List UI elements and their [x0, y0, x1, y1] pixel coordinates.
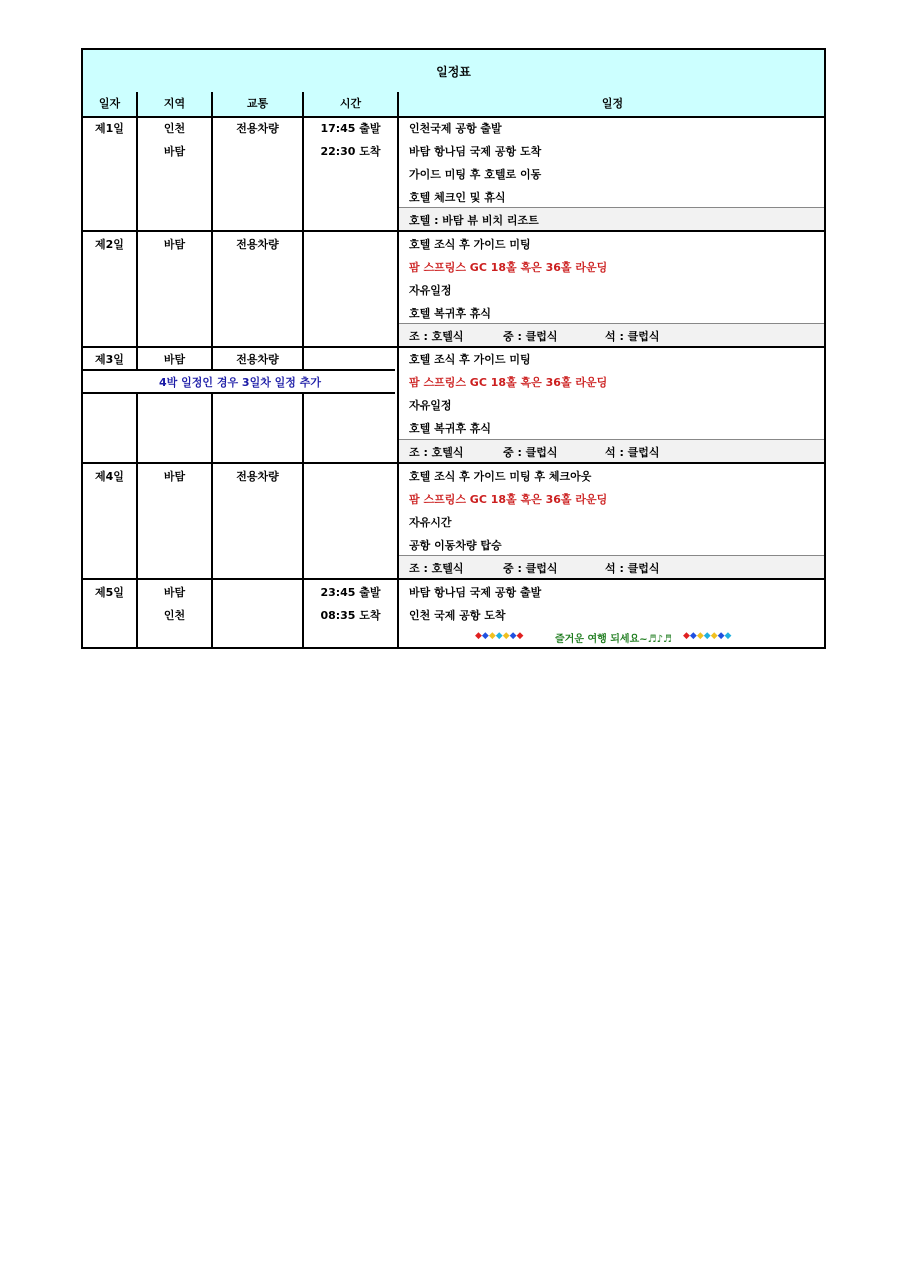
header-row [83, 92, 824, 118]
closing-message: 즐거운 여행 되세요~♬♪♬ [555, 634, 672, 645]
divider [397, 92, 399, 649]
region: 인천 [163, 122, 186, 135]
golf-round-item: 팜 스프링스 GC 18홀 혹은 36홀 라운딩 [409, 493, 608, 506]
note-divider [83, 392, 395, 394]
divider [136, 92, 138, 116]
time: 22:30 도착 [320, 145, 381, 158]
schedule-item: 호텔 복귀후 휴식 [409, 422, 492, 435]
region: 바탐 [163, 353, 186, 366]
header-schedule: 일정 [601, 97, 624, 110]
header-transport: 교통 [246, 97, 269, 110]
divider [211, 393, 213, 649]
schedule-item: 호텔 조식 후 가이드 미팅 [409, 353, 531, 366]
day-divider [83, 462, 824, 464]
region: 바탐 [163, 586, 186, 599]
divider [211, 92, 213, 116]
schedule-item: 호텔 조식 후 가이드 미팅 후 체크아웃 [409, 470, 592, 483]
time: 23:45 출발 [320, 586, 381, 599]
day-label: 제5일 [95, 586, 124, 599]
meal-dinner: 석 : 클럽식 [605, 446, 660, 459]
extension-note: 4박 일정인 경우 3일차 일정 추가 [159, 376, 321, 389]
note-divider [83, 369, 395, 371]
region: 바탐 [163, 238, 186, 251]
schedule-item: 바탐 항나딤 국제 공항 도착 [409, 145, 542, 158]
meal-dinner: 석 : 클럽식 [605, 562, 660, 575]
schedule-item: 인천국제 공항 출발 [409, 122, 502, 135]
schedule-item: 호텔 복귀후 휴식 [409, 307, 492, 320]
divider [302, 92, 304, 116]
transport: 전용차량 [236, 353, 279, 366]
meal-lunch: 중 : 클럽식 [503, 562, 558, 575]
day-label: 제4일 [95, 470, 124, 483]
golf-round-item: 팜 스프링스 GC 18홀 혹은 36홀 라운딩 [409, 261, 608, 274]
header-day: 일자 [98, 97, 121, 110]
hotel-info: 호텔 : 바탐 뷰 비치 리조트 [409, 214, 539, 227]
day-divider [83, 578, 824, 580]
day-divider [83, 346, 824, 348]
meal-breakfast: 조 : 호텔식 [409, 562, 464, 575]
diamond-decoration-icon: ◆◆◆◆◆◆◆ [475, 631, 524, 641]
day-label: 제1일 [95, 122, 124, 135]
meal-lunch: 중 : 클럽식 [503, 446, 558, 459]
schedule-item: 호텔 체크인 및 휴식 [409, 191, 506, 204]
meal-divider [399, 323, 824, 324]
meal-divider [399, 555, 824, 556]
day-divider [83, 230, 824, 232]
region: 인천 [163, 609, 186, 622]
meal-divider [399, 207, 824, 208]
schedule-item: 바탐 항나딤 국제 공항 출발 [409, 586, 542, 599]
schedule-item: 자유일정 [409, 399, 452, 412]
golf-round-item: 팜 스프링스 GC 18홀 혹은 36홀 라운딩 [409, 376, 608, 389]
header-region: 지역 [163, 97, 186, 110]
meal-lunch: 중 : 클럽식 [503, 330, 558, 343]
meal-breakfast: 조 : 호텔식 [409, 446, 464, 459]
transport: 전용차량 [236, 238, 279, 251]
meal-divider [399, 439, 824, 440]
schedule-item: 자유일정 [409, 284, 452, 297]
header-time: 시간 [339, 97, 362, 110]
diamond-decoration-icon: ◆◆◆◆◆◆◆ [683, 631, 732, 641]
schedule-item: 호텔 조식 후 가이드 미팅 [409, 238, 531, 251]
schedule-item: 인천 국제 공항 도착 [409, 609, 506, 622]
schedule-item: 공항 이동차량 탑승 [409, 539, 502, 552]
schedule-item: 가이드 미팅 후 호텔로 이동 [409, 168, 542, 181]
day-label: 제3일 [95, 353, 124, 366]
meal-dinner: 석 : 클럽식 [605, 330, 660, 343]
time: 17:45 출발 [320, 122, 381, 135]
meal-breakfast: 조 : 호텔식 [409, 330, 464, 343]
table-title: 일정표 [83, 50, 824, 94]
transport: 전용차량 [236, 470, 279, 483]
region: 바탐 [163, 145, 186, 158]
schedule-item: 자유시간 [409, 516, 452, 529]
transport: 전용차량 [236, 122, 279, 135]
region: 바탐 [163, 470, 186, 483]
itinerary-table [81, 48, 826, 649]
time: 08:35 도착 [320, 609, 381, 622]
day-label: 제2일 [95, 238, 124, 251]
